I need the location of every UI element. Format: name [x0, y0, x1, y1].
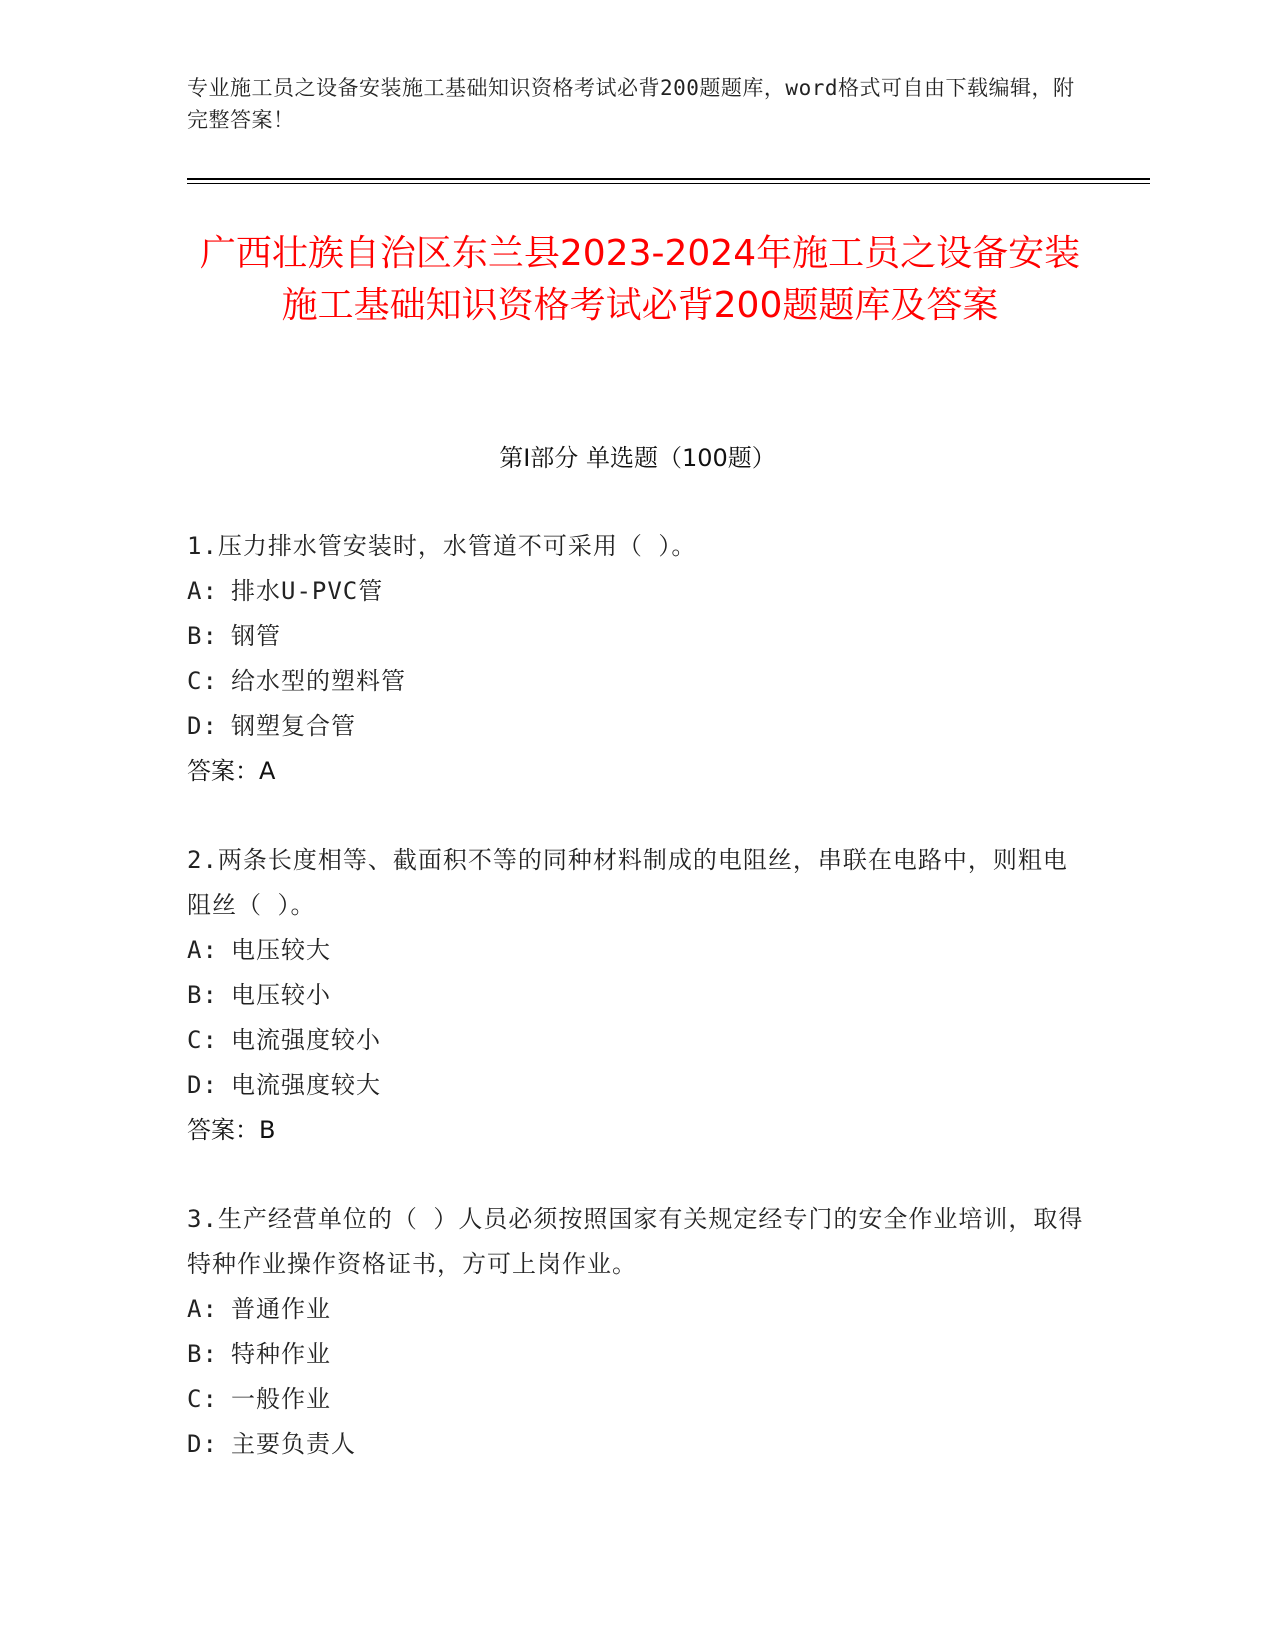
- option-letter: D:: [187, 1430, 218, 1458]
- header-note: 专业施工员之设备安装施工基础知识资格考试必背200题题库，word格式可自由下载编辑，附完整答案！: [187, 76, 1075, 132]
- option-a: [187, 1287, 1087, 1332]
- option-text: 特种作业: [231, 1340, 331, 1368]
- option-letter: A:: [187, 1295, 218, 1323]
- question-3: [187, 1197, 1087, 1467]
- question-stem: 3.生产经营单位的（ ）人员必须按照国家有关规定经专门的安全作业培训，取得特种作业操作资格证书，方可上岗作业。: [187, 1205, 1084, 1278]
- option-text: 排水U-PVC管: [231, 577, 384, 605]
- option-b: [187, 973, 1087, 1018]
- option-text: 一般作业: [231, 1385, 331, 1413]
- section-title: 第I部分 单选题（100题）: [499, 444, 776, 472]
- option-text: 电流强度较小: [231, 1026, 381, 1054]
- option-letter: B:: [187, 1340, 218, 1368]
- option-letter: D:: [187, 712, 218, 740]
- option-letter: B:: [187, 981, 218, 1009]
- option-letter: C:: [187, 1026, 218, 1054]
- answer-line: 答案：A: [187, 757, 276, 785]
- option-text: 钢管: [231, 622, 281, 650]
- header-divider-thick: [187, 178, 1150, 180]
- option-letter: B:: [187, 622, 218, 650]
- option-text: 钢塑复合管: [231, 712, 356, 740]
- question-1: [187, 524, 1087, 794]
- option-text: 电压较大: [231, 936, 331, 964]
- option-b: [187, 614, 1087, 659]
- question-list: [187, 524, 1087, 1511]
- option-text: 给水型的塑料管: [231, 667, 406, 695]
- answer-line: 答案：B: [187, 1116, 276, 1144]
- option-c: [187, 1018, 1087, 1063]
- header-divider-thin: [187, 183, 1150, 184]
- document-title: 广西壮族自治区东兰县2023-2024年施工员之设备安装施工基础知识资格考试必背200题题库及答案: [199, 233, 1081, 326]
- question-2: [187, 838, 1087, 1153]
- option-text: 普通作业: [231, 1295, 331, 1323]
- option-letter: A:: [187, 936, 218, 964]
- option-c: [187, 659, 1087, 704]
- option-letter: C:: [187, 667, 218, 695]
- question-stem: 2.两条长度相等、截面积不等的同种材料制成的电阻丝，串联在电路中，则粗电阻丝（ ）。: [187, 846, 1068, 919]
- option-c: [187, 1377, 1087, 1422]
- option-text: 电流强度较大: [231, 1071, 381, 1099]
- option-b: [187, 1332, 1087, 1377]
- option-letter: A:: [187, 577, 218, 605]
- option-a: [187, 928, 1087, 973]
- option-d: [187, 704, 1087, 749]
- option-d: [187, 1422, 1087, 1467]
- option-d: [187, 1063, 1087, 1108]
- option-text: 电压较小: [231, 981, 331, 1009]
- option-letter: D:: [187, 1071, 218, 1099]
- question-stem: 1.压力排水管安装时，水管道不可采用（ ）。: [187, 532, 697, 560]
- option-text: 主要负责人: [231, 1430, 356, 1458]
- option-letter: C:: [187, 1385, 218, 1413]
- option-a: [187, 569, 1087, 614]
